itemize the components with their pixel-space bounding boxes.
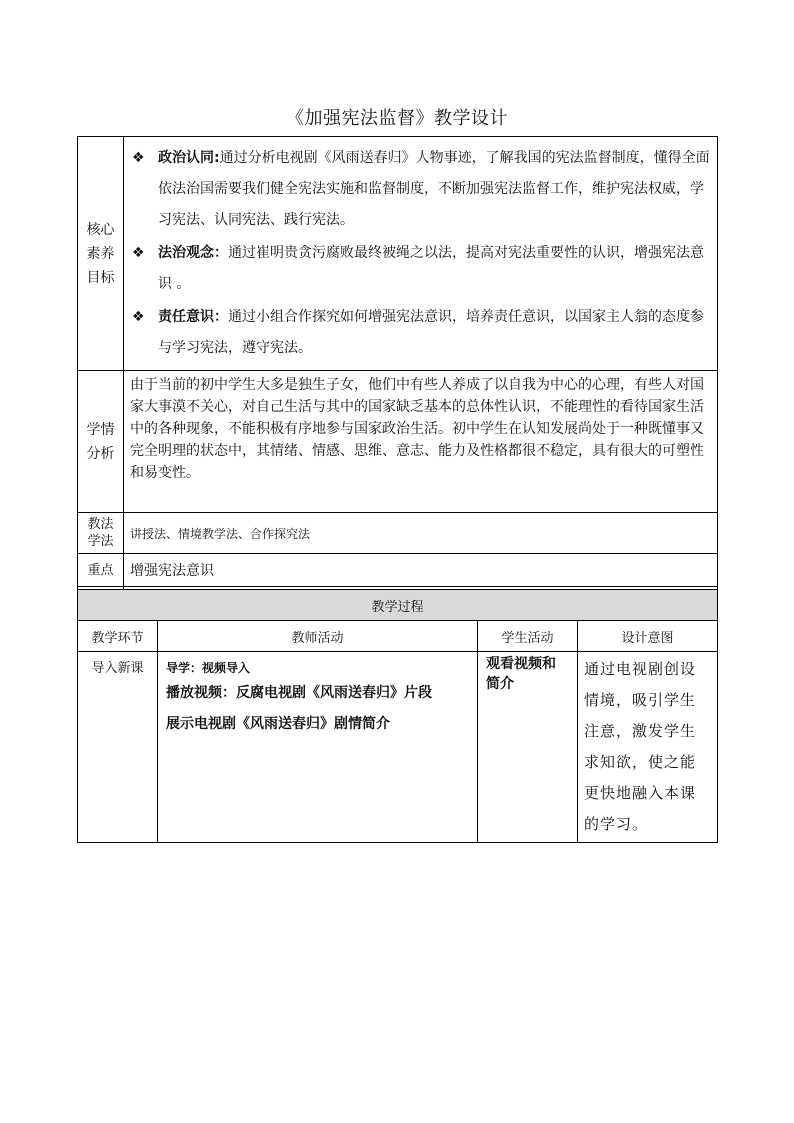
teaching-process-table: [77, 589, 718, 843]
core-goals-row: [78, 137, 718, 371]
page-title: 《加强宪法监督》教学设计: [286, 108, 508, 129]
student-analysis-text: 由于当前的初中学生大多是独生子女，他们中有些人养成了以自我为中心的心理，有些人对国家大事漠不关心，对自己生活与其中的国家缺乏基本的总体性认识，不能理性的看待国家生活中的各种现象，不能积极有序地参与国家政治生活。初中学生在认知发展尚处于一种既懂事又完全明理的状态中，其情绪、情感、思维、意志、能力及性格都很不稳定，具有很大的可塑性和易变性。: [124, 371, 718, 513]
goal-heading: 责任意识：: [158, 309, 228, 325]
diamond-bullet-icon: ❖: [132, 150, 145, 166]
core-goals-cell: [124, 137, 718, 371]
student-analysis-label-cell: [78, 371, 124, 513]
key-point-row: [78, 554, 718, 587]
teacher-activity-line: 展示电视剧《风雨送春归》剧情简介: [166, 716, 390, 732]
teacher-activity-line: 播放视频：反腐电视剧《风雨送春归》片段: [166, 685, 432, 701]
teacher-activity-subtitle: 导学：视频导入: [166, 661, 251, 675]
key-point-text: 增强宪法意识: [124, 554, 718, 587]
diamond-bullet-icon: ❖: [132, 309, 145, 325]
student-analysis-row: [78, 371, 718, 513]
goal-text: 通过崔明贵贪污腐败最终被绳之以法，提高对宪法重要性的认识，增强宪法意识 。: [158, 245, 704, 292]
student-analysis-label: 学情分析: [86, 421, 115, 462]
step-cell: 导入新课: [78, 652, 158, 843]
methods-label: 教法学法: [87, 517, 114, 549]
lesson-info-table: [77, 136, 718, 616]
core-goals-label-cell: [78, 137, 124, 371]
table-row: [78, 652, 718, 843]
design-intent-cell: 通过电视剧创设情境，吸引学生注意，激发学生求知欲，使之能更快地融入本课的学习。: [578, 652, 718, 843]
process-header: 教学过程: [78, 590, 718, 621]
goal-item-legal: [130, 238, 711, 300]
column-header-student: 学生活动: [478, 621, 578, 652]
goal-text: 通过分析电视剧《风雨送春归》人物事迹，了解我国的宪法监督制度，懂得全面依法治国需要我们健全宪法实施和监督制度，不断加强宪法监督工作，维护宪法权威，学习宪法、认同宪法、践行宪法。: [158, 150, 710, 228]
goal-item-political: [130, 143, 711, 236]
teacher-activity-cell: [158, 652, 478, 843]
methods-row: [78, 513, 718, 554]
core-goals-label: 核心素养目标: [86, 221, 115, 286]
methods-text: 讲授法、情境教学法、合作探究法: [124, 513, 718, 554]
column-header-row: [78, 621, 718, 652]
methods-label-cell: [78, 513, 124, 554]
diamond-bullet-icon: ❖: [132, 245, 145, 261]
column-header-teacher: 教师活动: [158, 621, 478, 652]
goal-heading: 法治观念：: [158, 245, 228, 261]
key-point-label: 重点: [78, 554, 124, 587]
student-activity-cell: 观看视频和简介: [478, 652, 578, 843]
goal-text: 通过小组合作探究如何增强宪法意识，培养责任意识，以国家主人翁的态度参与学习宪法，遵守宪法。: [158, 309, 704, 356]
column-header-step: 教学环节: [78, 621, 158, 652]
goal-item-responsibility: [130, 302, 711, 364]
column-header-intent: 设计意图: [578, 621, 718, 652]
goal-heading: 政治认同:: [158, 150, 220, 166]
process-header-row: [78, 590, 718, 621]
